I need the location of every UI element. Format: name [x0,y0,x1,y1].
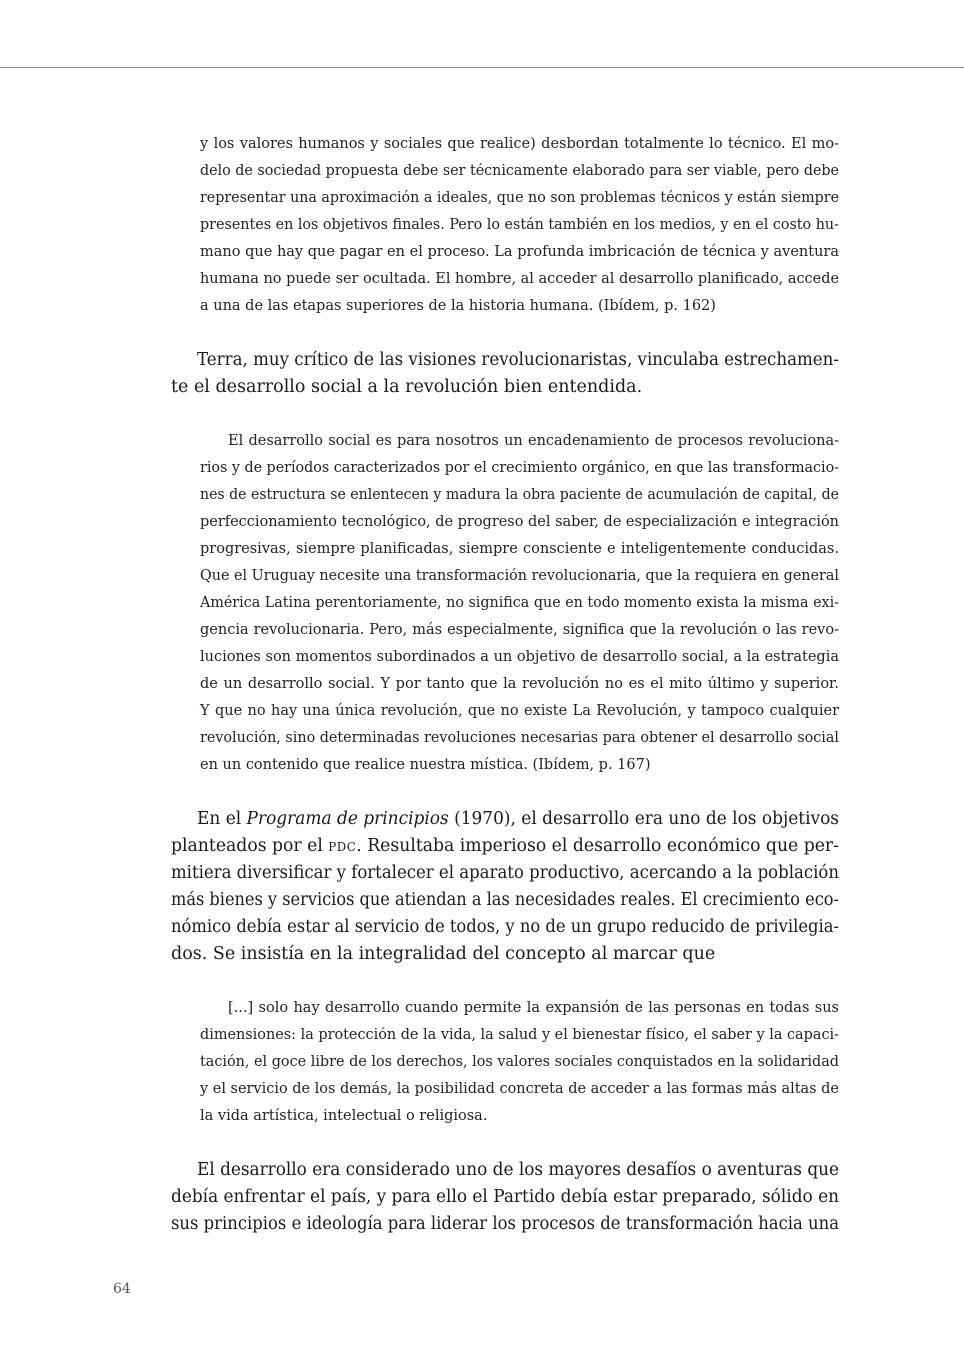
quote-line: rios y de períodos caracterizados por el crecimiento orgánico, en que las transformacio- [200,460,839,476]
quote-line: representar una aproximación a ideales, que no son problemas técnicos y están siempre [200,190,839,206]
body-line [171,836,839,856]
body-line: nómico debía estar al servicio de todos, y no de un grupo reducido de privilegia- [171,917,839,937]
body-line: Terra, muy crítico de las visiones revolucionaristas, vinculaba estrechamen- [197,350,839,370]
quote-line: América Latina perentoriamente, no significa que en todo momento exista la misma exi- [200,595,839,611]
quote-line: Que el Uruguay necesite una transformación revolucionaria, que la requiera en general [200,568,839,584]
body-line: El desarrollo era considerado uno de los mayores desafíos o aventuras que [197,1160,839,1180]
quote-line: humana no puede ser ocultada. El hombre, al acceder al desarrollo planificado, accede [200,271,839,287]
body-line: mitiera diversificar y fortalecer el aparato productivo, acercando a la población [171,863,839,883]
quote-line: revolución, sino determinadas revoluciones necesarias para obtener el desarrollo social [200,730,839,746]
book-title: Programa de principios [246,809,449,829]
text-run: (1970), el desarrollo era uno de los objetivos [448,809,839,829]
quote-line: a una de las etapas superiores de la historia humana. (Ibídem, p. 162) [200,298,716,314]
quote-line: tación, el goce libre de los derechos, los valores sociales conquistados en la solidaridad [200,1054,839,1070]
text-run: En el [197,809,247,829]
quote-line: presentes en los objetivos finales. Pero lo están también en los medios, y en el costo hu- [200,217,839,233]
header-rule [0,67,964,68]
body-line: debía enfrentar el país, y para ello el Partido debía estar preparado, sólido en [171,1187,839,1207]
quote-line: El desarrollo social es para nosotros un encadenamiento de procesos revoluciona- [228,433,839,449]
quote-line: delo de sociedad propuesta debe ser técnicamente elaborado para ser viable, pero debe [200,163,839,179]
quote-line: mano que hay que pagar en el proceso. La profunda imbricación de técnica y aventura [200,244,839,260]
quote-line: progresivas, siempre planificadas, siempre consciente e inteligentemente conducidas. [200,541,839,557]
text-run: planteados por el [171,836,329,856]
quote-line: nes de estructura se enlentecen y madura la obra paciente de acumulación de capital, de [200,487,839,503]
body-line: sus principios e ideología para liderar los procesos de transformación hacia una [171,1214,839,1234]
quote-line: y los valores humanos y sociales que realice) desbordan totalmente lo técnico. El mo- [200,136,839,152]
body-line: más bienes y servicios que atiendan a las necesidades reales. El crecimiento eco- [171,890,839,910]
page-number: 64 [113,1281,131,1297]
quote-line: perfeccionamiento tecnológico, de progreso del saber, de especialización e integración [200,514,839,530]
text-run: . Resultaba imperioso el desarrollo económico que per- [356,836,839,856]
quote-line: gencia revolucionaria. Pero, más especialmente, significa que la revolución o las revo- [200,622,839,638]
body-line [197,809,839,829]
quote-line: luciones son momentos subordinados a un objetivo de desarrollo social, a la estrategia [200,649,839,665]
body-line: te el desarrollo social a la revolución bien entendida. [171,377,643,397]
quote-line: en un contenido que realice nuestra mística. (Ibídem, p. 167) [200,757,651,773]
body-line: dos. Se insistía en la integralidad del concepto al marcar que [171,944,716,964]
quote-line: dimensiones: la protección de la vida, la salud y el bienestar físico, el saber y la capaci- [200,1027,839,1043]
party-acronym: pdc [328,836,357,856]
quote-line: de un desarrollo social. Y por tanto que la revolución no es el mito último y superior. [200,676,839,692]
quote-line: [...] solo hay desarrollo cuando permite la expansión de las personas en todas sus [228,1000,839,1016]
quote-line: la vida artística, intelectual o religiosa. [200,1108,488,1124]
quote-line: y el servicio de los demás, la posibilidad concreta de acceder a las formas más altas de [200,1081,839,1097]
quote-line: Y que no hay una única revolución, que no existe La Revolución, y tampoco cualquier [200,703,839,719]
